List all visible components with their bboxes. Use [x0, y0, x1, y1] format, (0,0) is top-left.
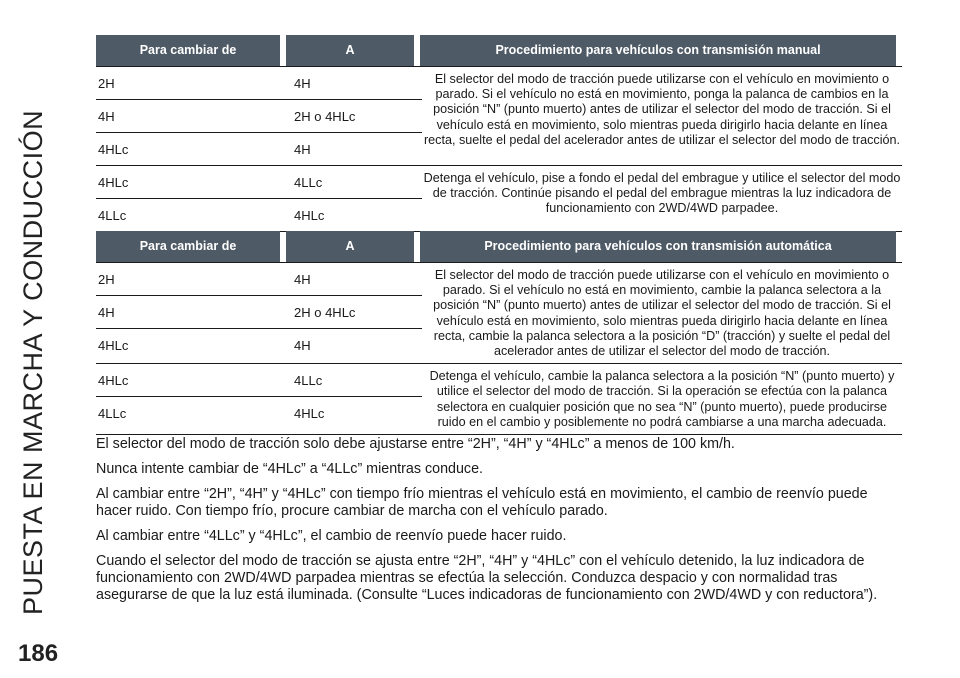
- table-automatic-transmission: [96, 231, 902, 435]
- cell-to: 2H o 4HLc: [294, 304, 356, 320]
- cell-from: 4H: [98, 108, 115, 124]
- paragraph: Al cambiar entre “4LLc” y “4HLc”, el cambio de reenvío puede hacer ruido.: [96, 528, 567, 544]
- table-row: [96, 396, 422, 429]
- section-title: PUESTA EN MARCHA Y CONDUCCIÓN: [18, 109, 48, 615]
- cell-procedure: Detenga el vehículo, cambie la palanca selectora a la posición “N” (punto muerto) y utilice el selector del modo de tracción. Si la operación se efectúa con la palanca selectora en cualquier posición que no sea “N” (punto muerto), puede producirse ruido en el cambio y posiblemente no podrá cambiarse a una marcha adecuada.: [429, 369, 895, 429]
- page-number: 186: [18, 640, 59, 667]
- table-row: [96, 328, 422, 361]
- header-from: Para cambiar de: [96, 35, 280, 66]
- table-row-group: [96, 166, 902, 232]
- table-row: [96, 132, 422, 165]
- cell-to: 2H o 4HLc: [294, 108, 356, 124]
- cell-to: 4LLc: [294, 174, 323, 190]
- header-to: A: [286, 231, 414, 262]
- cell-from: 4HLc: [98, 372, 129, 388]
- cell-to: 4H: [294, 75, 311, 91]
- cell-to: 4LLc: [294, 372, 323, 388]
- cell-from: 2H: [98, 75, 115, 91]
- table-manual-transmission: [96, 35, 902, 232]
- cell-to: 4HLc: [294, 207, 325, 223]
- body-text: [96, 436, 902, 612]
- cell-procedure: Detenga el vehículo, pise a fondo el pedal del embrague y utilice el selector del modo de tracción. Continúe pisando el pedal del embrague mientras la luz indicadora de funcionamiento con 2WD/4WD parpadee.: [423, 171, 901, 216]
- table-header: [96, 35, 902, 66]
- header-procedure: Procedimiento para vehículos con transmisión manual: [420, 35, 896, 66]
- cell-procedure: El selector del modo de tracción puede utilizarse con el vehículo en movimiento o parado. Si el vehículo no está en movimiento, cambie la palanca selectora a la posición “N” (punto muerto) antes de utilizar el selector del modo de tracción. Si el vehículo está en movimiento, solo mientras pueda dirigirlo hacia delante en línea recta, cambie la palanca selectora a la posición “D” (tracción) y suelte el pedal del acelerador antes de utilizar el selector del modo de tracción.: [433, 268, 891, 359]
- cell-to: 4H: [294, 271, 311, 287]
- table-row-group: [96, 262, 902, 364]
- header-to: A: [286, 35, 414, 66]
- header-procedure: Procedimiento para vehículos con transmisión automática: [420, 231, 896, 262]
- table-row-group: [96, 364, 902, 435]
- cell-from: 4LLc: [98, 207, 127, 223]
- cell-from: 2H: [98, 271, 115, 287]
- cell-from: 4HLc: [98, 337, 129, 353]
- cell-from: 4HLc: [98, 141, 129, 157]
- table-row: [96, 263, 422, 295]
- table-row: [96, 99, 422, 132]
- cell-from: 4H: [98, 304, 115, 320]
- cell-to: 4HLc: [294, 405, 325, 421]
- table-row: [96, 198, 422, 231]
- table-row-group: [96, 66, 902, 166]
- header-from: Para cambiar de: [96, 231, 280, 262]
- paragraph: Nunca intente cambiar de “4HLc” a “4LLc” mientras conduce.: [96, 461, 484, 477]
- cell-to: 4H: [294, 337, 311, 353]
- paragraph: Al cambiar entre “2H”, “4H” y “4HLc” con tiempo frío mientras el vehículo está en movimiento, el cambio de reenvío puede hacer ruido. Con tiempo frío, procure cambiar de marcha con el vehículo parado.: [96, 486, 868, 519]
- paragraph: El selector del modo de tracción solo debe ajustarse entre “2H”, “4H” y “4HLc” a menos de 100 km/h.: [96, 436, 735, 452]
- cell-to: 4H: [294, 141, 311, 157]
- cell-from: 4LLc: [98, 405, 127, 421]
- table-row: [96, 364, 422, 396]
- cell-from: 4HLc: [98, 174, 129, 190]
- table-row: [96, 295, 422, 328]
- cell-procedure: El selector del modo de tracción puede utilizarse con el vehículo en movimiento o parado. Si el vehículo no está en movimiento, ponga la palanca de cambios en la posición “N” (punto muerto) antes de utilizar el selector del modo de tracción. Si el vehículo está en movimiento, solo mientras pueda dirigirlo hacia delante en línea recta, suelte el pedal del acelerador antes de utilizar el selector del modo de tracción.: [423, 72, 901, 147]
- table-header: [96, 231, 902, 262]
- table-row: [96, 67, 422, 99]
- table-row: [96, 166, 422, 198]
- paragraph: Cuando el selector del modo de tracción se ajusta entre “2H”, “4H” y “4HLc” con el vehículo detenido, la luz indicadora de funcionamiento con 2WD/4WD parpadea mientras se efectúa la selección. Conduzca despacio y con normalidad tras asegurarse de que la luz está iluminada. (Consulte “Luces indicadoras de funcionamiento con 2WD/4WD y con reductora”).: [96, 553, 878, 603]
